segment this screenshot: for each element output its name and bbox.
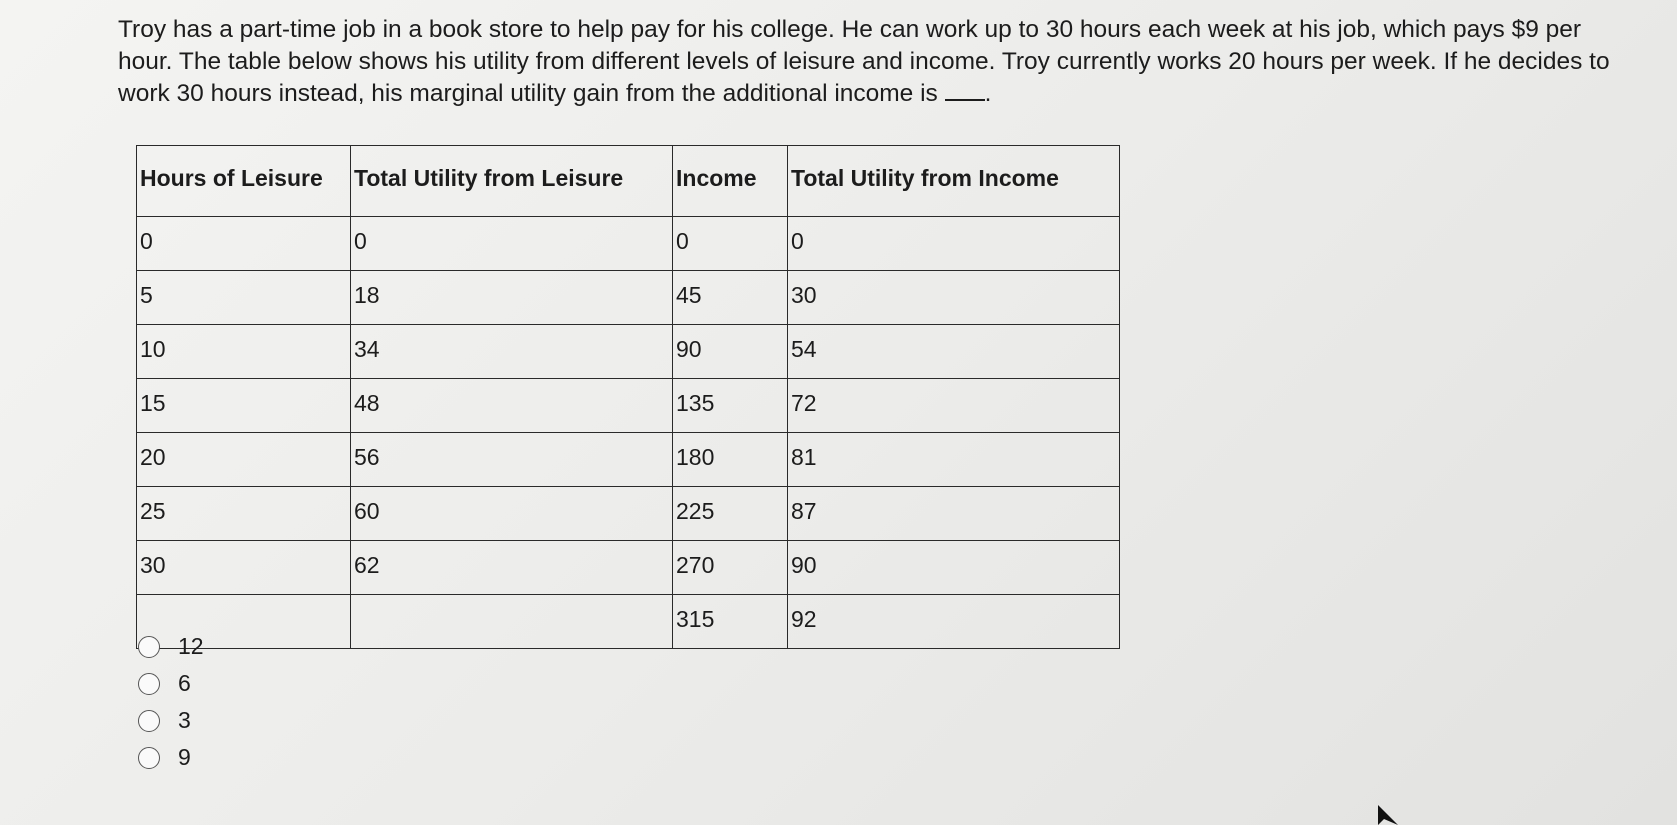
table-cell: 45 bbox=[673, 271, 788, 325]
header-total-utility-from-income: Total Utility from Income bbox=[788, 146, 1120, 217]
choice-9[interactable] bbox=[138, 739, 204, 776]
table-cell: 90 bbox=[788, 541, 1120, 595]
question-text bbox=[118, 14, 1638, 110]
utility-table bbox=[136, 145, 1120, 649]
table-row bbox=[137, 271, 1120, 325]
table-row bbox=[137, 379, 1120, 433]
table-cell: 87 bbox=[788, 487, 1120, 541]
choice-label: 9 bbox=[178, 744, 191, 770]
table-cell: 18 bbox=[351, 271, 673, 325]
answer-choices bbox=[138, 628, 204, 776]
choice-label: 12 bbox=[178, 633, 204, 659]
table-cell: 225 bbox=[673, 487, 788, 541]
table-row bbox=[137, 217, 1120, 271]
table-cell: 270 bbox=[673, 541, 788, 595]
table-cell: 72 bbox=[788, 379, 1120, 433]
table-header-row bbox=[137, 146, 1120, 217]
table-cell: 62 bbox=[351, 541, 673, 595]
choice-label: 6 bbox=[178, 670, 191, 696]
choice-label: 3 bbox=[178, 707, 191, 733]
radio-button[interactable] bbox=[138, 710, 160, 732]
question-stem: Troy has a part-time job in a book store to help pay for his college. He can work up to 30 hours each week at his job, which pays $9 per hour. The table below shows his utility from different levels of leisure and income. Troy currently works 20 hours per week. If he decides to work 30 hours instead, his marginal utility gain from the additional income is bbox=[118, 16, 1610, 107]
table-cell: 20 bbox=[137, 433, 351, 487]
table-cell: 135 bbox=[673, 379, 788, 433]
header-total-utility-from-leisure: Total Utility from Leisure bbox=[351, 146, 673, 217]
table-cell: 25 bbox=[137, 487, 351, 541]
table-cell: 90 bbox=[673, 325, 788, 379]
arrow-cursor-icon bbox=[1378, 805, 1402, 825]
table-row bbox=[137, 595, 1120, 649]
header-income: Income bbox=[673, 146, 788, 217]
table-cell: 54 bbox=[788, 325, 1120, 379]
table-cell: 92 bbox=[788, 595, 1120, 649]
table-row bbox=[137, 325, 1120, 379]
table-cell: 34 bbox=[351, 325, 673, 379]
table-cell: 180 bbox=[673, 433, 788, 487]
table-cell: 10 bbox=[137, 325, 351, 379]
table-cell: 0 bbox=[673, 217, 788, 271]
table-cell: 30 bbox=[137, 541, 351, 595]
table-row bbox=[137, 487, 1120, 541]
table-cell: 48 bbox=[351, 379, 673, 433]
radio-button[interactable] bbox=[138, 636, 160, 658]
answer-blank bbox=[945, 81, 985, 101]
table-cell: 0 bbox=[351, 217, 673, 271]
radio-button[interactable] bbox=[138, 673, 160, 695]
table-row bbox=[137, 541, 1120, 595]
table-cell: 0 bbox=[137, 217, 351, 271]
table-row bbox=[137, 433, 1120, 487]
choice-3[interactable] bbox=[138, 702, 204, 739]
header-hours-of-leisure: Hours of Leisure bbox=[137, 146, 351, 217]
table-cell: 5 bbox=[137, 271, 351, 325]
table-cell: 56 bbox=[351, 433, 673, 487]
choice-12[interactable] bbox=[138, 628, 204, 665]
table-cell: 315 bbox=[673, 595, 788, 649]
table-cell: 30 bbox=[788, 271, 1120, 325]
table-cell: 60 bbox=[351, 487, 673, 541]
table-cell: 81 bbox=[788, 433, 1120, 487]
table-cell: 15 bbox=[137, 379, 351, 433]
table-cell: 0 bbox=[788, 217, 1120, 271]
question-end-punctuation: . bbox=[984, 80, 992, 107]
choice-6[interactable] bbox=[138, 665, 204, 702]
table-cell bbox=[351, 595, 673, 649]
radio-button[interactable] bbox=[138, 747, 160, 769]
